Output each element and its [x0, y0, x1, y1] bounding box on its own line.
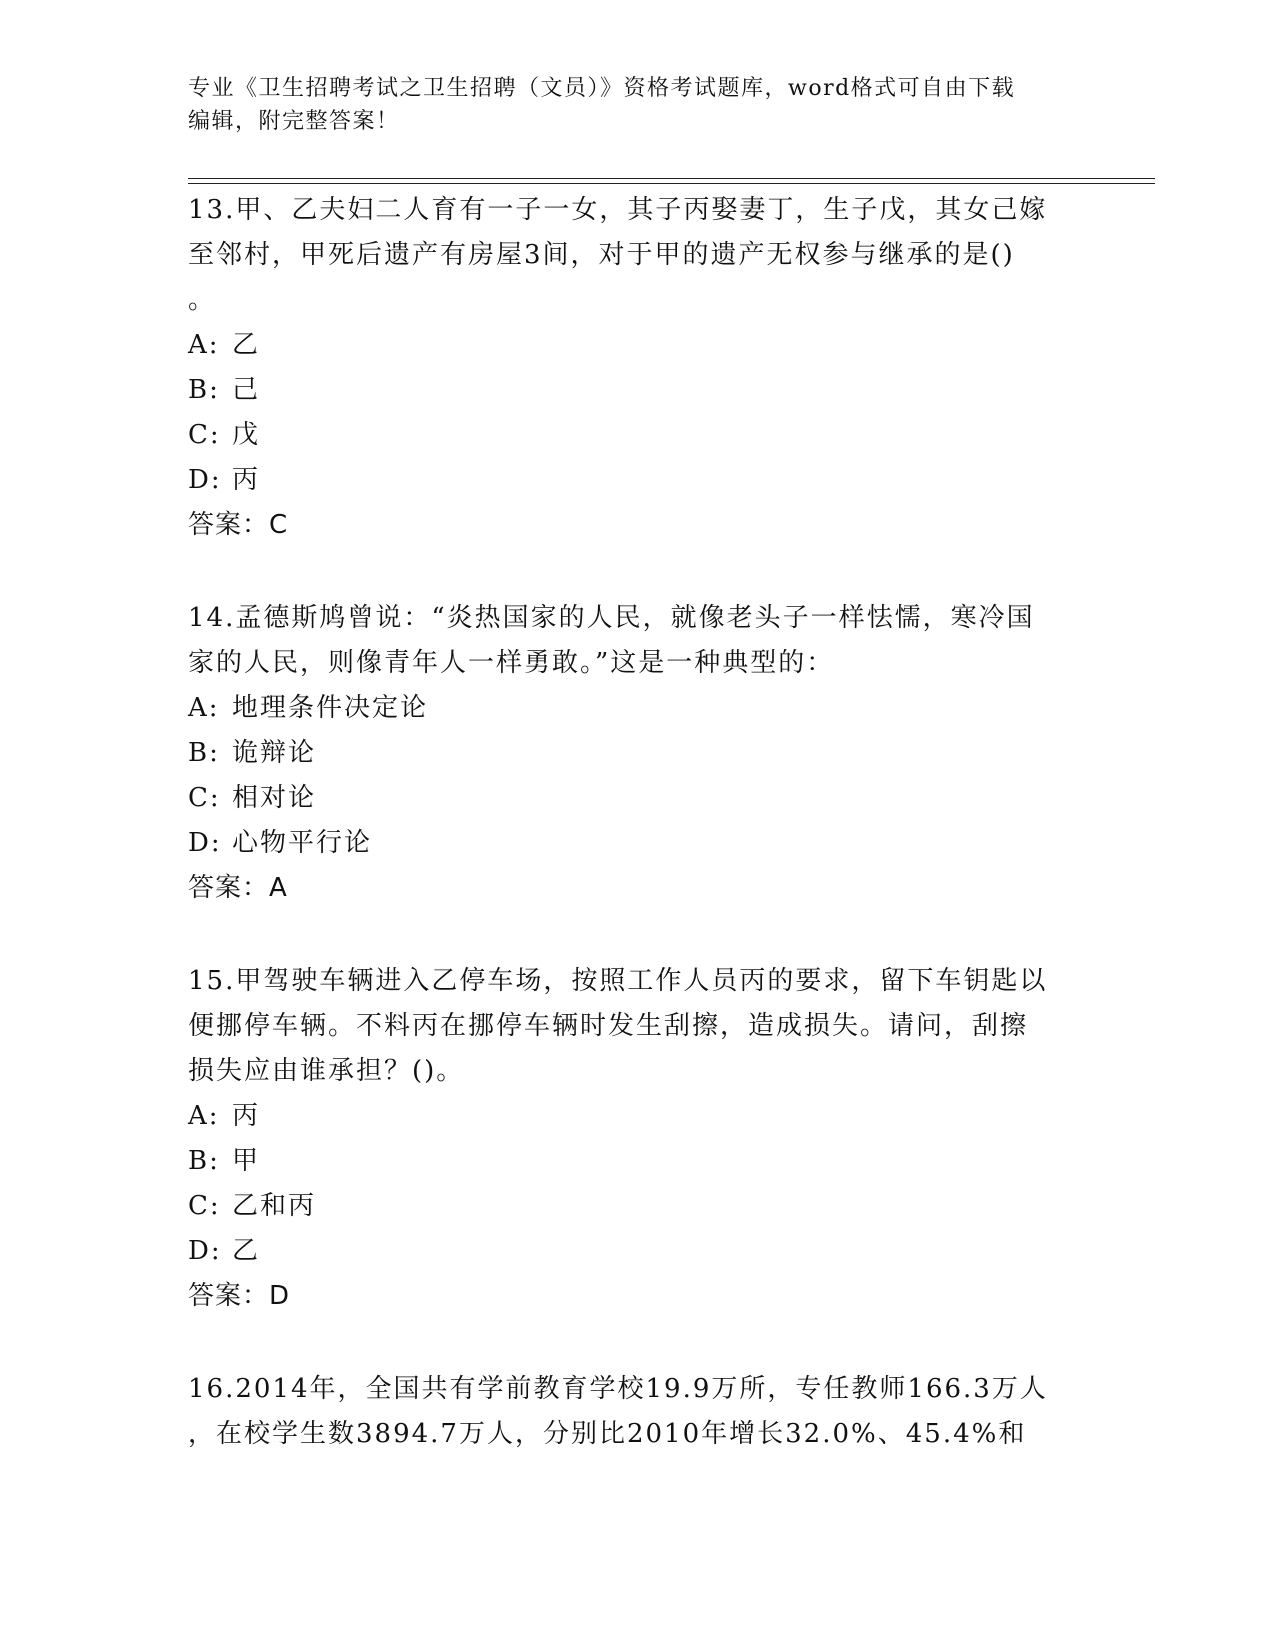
- question-text-line: 。: [188, 285, 217, 315]
- document-header: [188, 72, 1068, 138]
- option-key: C:: [188, 420, 221, 450]
- option-key: D:: [188, 465, 222, 495]
- question-text-line: 14.孟德斯鸠曾说：“炎热国家的人民，就像老头子一样怯懦，寒冷国: [188, 603, 1035, 633]
- answer-line: 答案：A: [188, 873, 288, 903]
- option-text: 诡辩论: [232, 738, 317, 768]
- option-text: 乙和丙: [232, 1191, 317, 1221]
- question-15: [188, 959, 1088, 1319]
- option-d: [188, 1229, 1088, 1274]
- question-13: [188, 188, 1088, 548]
- option-c: [188, 1184, 1088, 1229]
- option-key: B:: [188, 375, 220, 405]
- option-d: [188, 458, 1088, 503]
- answer-line: 答案：D: [188, 1281, 291, 1311]
- option-text: 乙: [232, 330, 261, 360]
- option-text: 甲: [232, 1146, 261, 1176]
- option-key: D:: [188, 828, 222, 858]
- header-line-2: 编辑，附完整答案！: [188, 109, 400, 134]
- question-text-line: 损失应由谁承担？()。: [188, 1056, 465, 1086]
- option-b: [188, 1139, 1088, 1184]
- option-key: B:: [188, 1146, 220, 1176]
- question-text-line: 家的人民，则像青年人一样勇敢。”这是一种典型的：: [188, 648, 835, 678]
- option-c: [188, 413, 1088, 458]
- option-key: A:: [188, 693, 220, 723]
- option-key: B:: [188, 738, 220, 768]
- option-a: [188, 1094, 1088, 1139]
- header-divider-top: [188, 178, 1155, 179]
- option-key: A:: [188, 1101, 220, 1131]
- option-text: 地理条件决定论: [232, 693, 429, 723]
- question-text-line: ，在校学生数3894.7万人，分别比2010年增长32.0%、45.4%和: [188, 1419, 1027, 1449]
- option-d: [188, 821, 1088, 866]
- option-text: 戊: [232, 420, 261, 450]
- option-b: [188, 368, 1088, 413]
- question-text-line: 15.甲驾驶车辆进入乙停车场，按照工作人员丙的要求，留下车钥匙以: [188, 966, 1048, 996]
- option-b: [188, 731, 1088, 776]
- option-c: [188, 776, 1088, 821]
- option-key: C:: [188, 783, 221, 813]
- option-key: A:: [188, 330, 220, 360]
- option-a: [188, 323, 1088, 368]
- header-line-1: 专业《卫生招聘考试之卫生招聘（文员）》资格考试题库，word格式可自由下载: [188, 76, 1016, 101]
- option-text: 心物平行论: [232, 828, 373, 858]
- question-text-line: 16.2014年，全国共有学前教育学校19.9万所，专任教师166.3万人: [188, 1374, 1048, 1404]
- question-14: [188, 596, 1088, 911]
- option-key: D:: [188, 1236, 222, 1266]
- option-text: 丙: [232, 465, 261, 495]
- option-a: [188, 686, 1088, 731]
- option-text: 丙: [232, 1101, 261, 1131]
- question-16: [188, 1367, 1088, 1457]
- question-text-line: 13.甲、乙夫妇二人育有一子一女，其子丙娶妻丁，生子戊，其女己嫁: [188, 195, 1048, 225]
- option-text: 相对论: [232, 783, 317, 813]
- question-text-line: 便挪停车辆。不料丙在挪停车辆时发生刮擦，造成损失。请问，刮擦: [188, 1011, 1029, 1041]
- option-key: C:: [188, 1191, 221, 1221]
- option-text: 乙: [232, 1236, 261, 1266]
- header-divider-bottom: [188, 183, 1155, 184]
- question-text-line: 至邻村，甲死后遗产有房屋3间，对于甲的遗产无权参与继承的是(): [188, 240, 1015, 270]
- answer-line: 答案：C: [188, 510, 289, 540]
- option-text: 己: [232, 375, 261, 405]
